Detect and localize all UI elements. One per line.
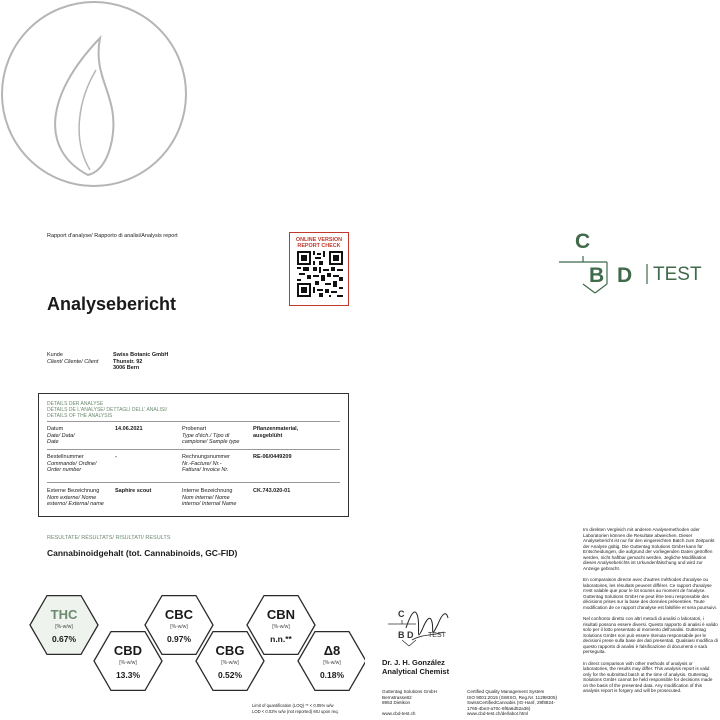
stamp-word-test: TEST xyxy=(428,632,446,639)
hex-cbc-name: CBC xyxy=(164,607,194,622)
internal-name-value: CK.743.020-01 xyxy=(253,488,291,494)
hex-cbn-unit: [%-w/w] xyxy=(272,624,290,630)
leaf-logo-icon xyxy=(0,0,188,188)
analysis-details-box xyxy=(38,393,349,517)
invoice-label: Rechnungsnummer Nr.-Facture/ Nr.- Fattura/ Invoice Nr. xyxy=(182,454,230,473)
qr-report-check[interactable] xyxy=(289,232,349,306)
cannabinoid-hexagons xyxy=(15,585,365,720)
brand-word-test: TEST xyxy=(653,264,702,285)
brand-letter-b: B xyxy=(589,264,605,287)
hex-cbc-unit: [%-w/w] xyxy=(170,624,188,630)
hex-thc-name: THC xyxy=(50,607,78,622)
hex-d8-unit: [%-w/w] xyxy=(323,660,341,666)
hex-cbg-name: CBG xyxy=(215,643,245,658)
hex-d8-value: 0.18% xyxy=(319,670,345,680)
qr-title: ONLINE VERSION REPORT CHECK xyxy=(295,237,343,249)
hex-cbd-unit: [%-w/w] xyxy=(119,660,137,666)
hex-d8 xyxy=(298,632,365,691)
hex-cbn xyxy=(247,596,315,655)
customer-value: Swiss Botanic GmbH Thunstr. 92 3006 Bern xyxy=(113,352,169,371)
loq-note: Limit of quantification (LOQ) ** < 0.05% w/w LOD < 0.02% w/w (not reported) MU upon req. xyxy=(252,703,339,714)
hex-thc-unit: [%-w/w] xyxy=(55,624,73,630)
report-type-line: Rapport d'analyse/ Rapporto di analisi/Analysis report xyxy=(47,233,178,239)
date-value: 14.06.2021 xyxy=(115,426,143,432)
results-title: Cannabinoidgehalt (tot. Cannabinoids, GC-FID) xyxy=(47,548,238,558)
external-name-value: Saphire scout xyxy=(115,488,152,494)
hex-d8-name: Δ8 xyxy=(323,643,341,658)
certification: Certified Quality Management System ISO 9001:2015 (SWISO, Reg.Nr. 11298305) SwissCertifiedCannabis (IG-Hanf, 29f8824- 1765-4be3-a70c-6f8a6d52a36) www.cbd-test.ch/de/labor.html xyxy=(467,689,567,717)
results-header: RESULTATE/ RÉSULTATS/ RISULTATI/ RESULTS xyxy=(47,535,171,541)
hex-thc xyxy=(30,596,98,655)
details-header: DETAILS DER ANALYSE DÉTAILS DE L'ANALYSE/ DETTAGLI DELL' ANALISI/ DETAILS OF THE ANALYSIS xyxy=(47,401,168,419)
hex-cbd xyxy=(94,632,162,691)
invoice-value: RE-06/0449209 xyxy=(253,454,292,460)
hex-thc-value: 0.67% xyxy=(51,634,77,644)
hex-cbg-unit: [%-w/w] xyxy=(221,660,239,666)
disclaimer-text xyxy=(583,527,718,700)
qr-code-icon xyxy=(297,251,343,297)
page-title: Analysebericht xyxy=(47,294,177,314)
hex-cbg-value: 0.52% xyxy=(217,670,243,680)
cbd-test-logo xyxy=(555,232,715,296)
internal-name-label: Interne Bezeichnung Nom interne/ Nome interno/ Internal Name xyxy=(182,488,237,507)
external-name-label: Externe Bezeichnung Nom externe/ Nome esterno/ External name xyxy=(47,488,104,507)
disclaimer-it: Nel confronto diretto con altri metodi di analisi o laboratori, i risultati possono essere diversi. Questo rapporto di analisi è valido solo per il lotto presentato al momento dell'analisi. Guttentag Solutions GmbH non può essere ritenuta responsabile per le decisioni prese sulla base dei dati presentati. Qualsiasi modifica di questo rapporto di analisi è falsificazione di documenti e sarà perseguita. xyxy=(583,616,718,654)
stamp-letters-bd: B D xyxy=(398,630,414,640)
hex-cbn-name: CBN xyxy=(266,607,296,622)
sample-type-label: Probenart Type d'éch./ Tipo di campione/ Sample type xyxy=(182,426,240,445)
hex-cbc xyxy=(145,596,213,655)
lab-address: Guttentag Solutions GmbH Bernstrasse82 8953 Dietikon www.cbd-test.ch xyxy=(382,689,437,717)
hex-cbn-value: n.n.** xyxy=(270,634,292,644)
disclaimer-de: Im direkten Vergleich mit anderen Analysemethoden oder Laboratorien können die Resultate abweichen. Dieser Analysebericht ist nur für den eingereichten Batch zum Zeitpunkt der Analyse gültig. Die Guttentag Solutions GmbH kann für Entscheidungen, die aufgrund der vorliegenden Daten getroffen werden, nicht haftbar gemacht werden. Jegliche Modifikation dieses Analyseberichts ist Urkundenfälschung und wird zur Anzeige gebracht. xyxy=(583,527,715,571)
stamp-letter-c: C xyxy=(398,609,405,619)
lab-cert-link[interactable]: www.cbd-test.ch/de/labor.html xyxy=(467,711,529,717)
hex-cbc-value: 0.97% xyxy=(166,634,192,644)
order-value: - xyxy=(115,454,117,460)
brand-letter-c: C xyxy=(575,232,591,253)
order-label: Bestellnummer Commande/ Ordine/ Order number xyxy=(47,454,97,473)
chemist-name: Dr. J. H. González Analytical Chemist xyxy=(382,658,450,676)
lab-website-link[interactable]: www.cbd-test.ch xyxy=(382,711,416,717)
disclaimer-fr: En comparaison directe avec d'autres méthodes d'analyse ou laboratoires, les résultats peuvent différer. Ce rapport d'analyse n'est valable que pour le lot soumis au moment de l'analyse. Guttentag Solutions GmbH ne peut être tenu responsable des décisions prises sur la base des données présentées. Toute modification de ce rapport d'analyse est falsifiée et sera poursuivi. xyxy=(583,577,717,610)
hex-cbg xyxy=(196,632,264,691)
brand-letter-d: D xyxy=(617,264,633,287)
hex-cbd-value: 13.3% xyxy=(115,670,141,680)
customer-label: Kunde Client/ Cliente/ Client xyxy=(47,352,99,365)
hex-cbd-name: CBD xyxy=(113,643,143,658)
disclaimer-en: In direct comparison with other methods of analysis or laboratories, the results may differ. This analysis report is valid only for the submitted batch at the time of analysis. Guttentag Solutions GmbH cannot be held responsible for decisions made on the basis of the presented data. Any modification of this analysis report is forgery and will be prosecuted. xyxy=(583,660,713,693)
date-label: Datum Date/ Data/ Date xyxy=(47,426,75,445)
sample-type-value: Pflanzenmaterial, ausgeblüht xyxy=(253,426,299,439)
signature-stamp xyxy=(382,600,472,660)
